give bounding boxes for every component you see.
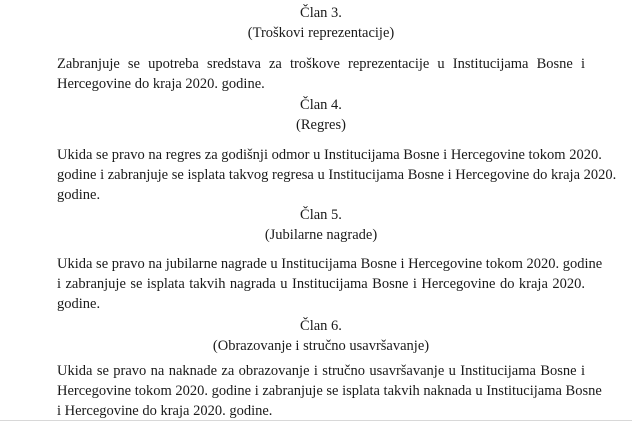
article-title: Član 3. xyxy=(300,5,342,21)
article-subtitle: (Troškovi reprezentacije) xyxy=(247,25,395,41)
article-body xyxy=(57,254,603,314)
body-line: Hercegovine do kraja 2020. godine. xyxy=(57,76,265,92)
article-4 xyxy=(57,95,617,205)
article-body xyxy=(57,361,602,421)
article-title: Član 4. xyxy=(300,97,342,113)
article-5 xyxy=(57,205,603,314)
article-subtitle: (Obrazovanje i stručno usavršavanje) xyxy=(212,338,430,354)
body-line: godine. xyxy=(57,187,101,203)
body-line: Ukida se pravo na naknade za obrazovanje i stručno usavršavanje u Institucijama Bosne i xyxy=(57,363,585,379)
article-6 xyxy=(57,316,602,421)
body-line: Hercegovine tokom 2020. godine i zabranjuje se isplata takvih naknada u Institucijama Bosne xyxy=(57,383,602,399)
body-line: Ukida se pravo na jubilarne nagrade u Institucijama Bosne i Hercegovine tokom 2020. godine xyxy=(57,256,603,272)
article-body xyxy=(57,145,617,205)
body-line: i zabranjuje se isplata takvih nagrada u Institucijama Bosne i Hercegovine do kraja 2020. xyxy=(57,276,585,292)
body-line: i Hercegovine do kraja 2020. godine. xyxy=(57,403,273,419)
body-line: godine i zabranjuje se isplata takvog regresa u Institucijama Bosne i Hercegovine do kraja 2020. xyxy=(57,167,617,183)
body-line: Zabranjuje se upotreba sredstava za troškove reprezentacije u Institucijama Bosne i xyxy=(57,56,585,72)
article-title: Član 5. xyxy=(300,207,342,223)
article-subtitle: (Jubilarne nagrade) xyxy=(264,227,378,243)
article-title: Član 6. xyxy=(300,318,342,334)
body-line: Ukida se pravo na regres za godišnji odmor u Institucijama Bosne i Hercegovine tokom 2020. xyxy=(57,147,602,163)
article-subtitle: (Regres) xyxy=(296,117,346,133)
article-body xyxy=(57,54,585,94)
article-3 xyxy=(57,3,585,94)
body-line: godine. xyxy=(57,296,101,312)
